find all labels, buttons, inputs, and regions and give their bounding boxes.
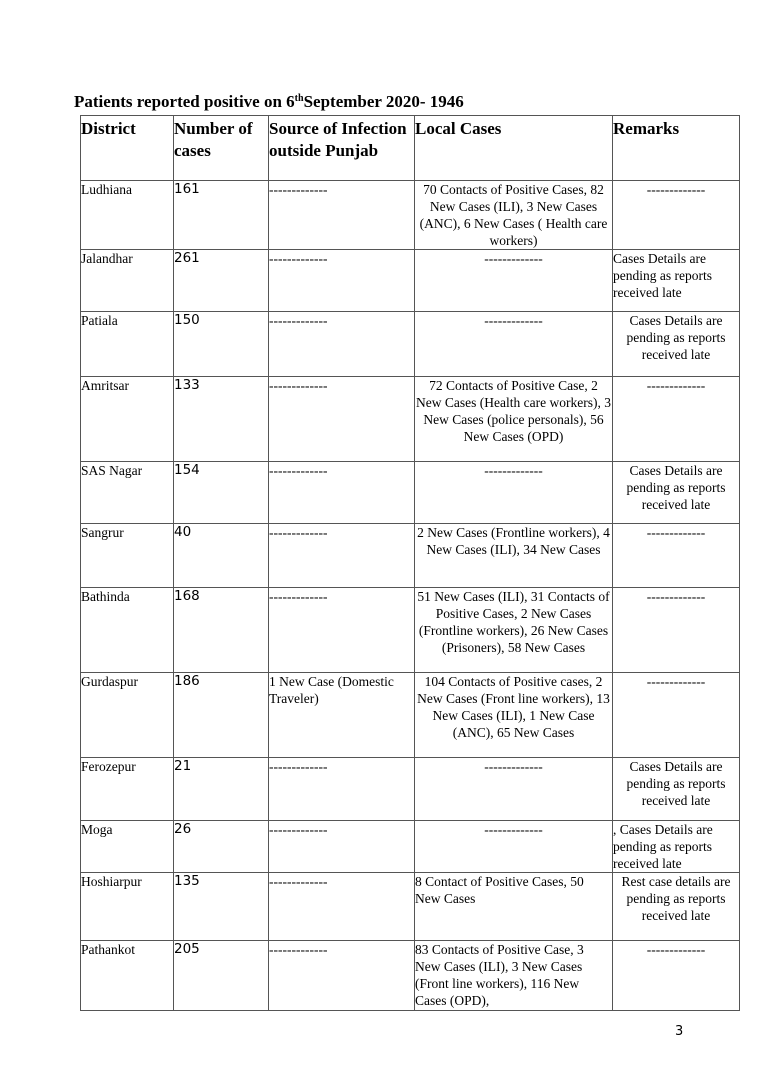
- district-cell: Bathinda: [81, 588, 174, 673]
- table-row: [81, 588, 740, 673]
- source-cell: -------------: [269, 312, 415, 377]
- cases-cell: 21: [174, 758, 269, 821]
- header-number-of-cases: Number of cases: [174, 116, 269, 181]
- district-cell: SAS Nagar: [81, 462, 174, 524]
- cases-cell: 154: [174, 462, 269, 524]
- table-row: [81, 873, 740, 941]
- source-cell: -------------: [269, 377, 415, 462]
- title-prefix: Patients reported positive on 6: [74, 92, 295, 111]
- district-cell: Ludhiana: [81, 181, 174, 250]
- local-cases-cell: -------------: [415, 462, 613, 524]
- table-row: [81, 377, 740, 462]
- table-row: [81, 181, 740, 250]
- remarks-cell: Rest case details are pending as reports received late: [613, 873, 740, 941]
- remarks-cell: -------------: [613, 524, 740, 588]
- district-cell: Hoshiarpur: [81, 873, 174, 941]
- local-cases-cell: 2 New Cases (Frontline workers), 4 New Cases (ILI), 34 New Cases: [415, 524, 613, 588]
- table-row: [81, 250, 740, 312]
- remarks-cell: -------------: [613, 673, 740, 758]
- cases-cell: 205: [174, 941, 269, 1011]
- source-cell: -------------: [269, 181, 415, 250]
- remarks-cell: Cases Details are pending as reports received late: [613, 250, 740, 312]
- district-cell: Gurdaspur: [81, 673, 174, 758]
- local-cases-cell: -------------: [415, 758, 613, 821]
- local-cases-cell: 72 Contacts of Positive Case, 2 New Cases (Health care workers), 3 New Cases (police personals), 56 New Cases (OPD): [415, 377, 613, 462]
- header-remarks: Remarks: [613, 116, 740, 181]
- source-cell: -------------: [269, 524, 415, 588]
- source-cell: -------------: [269, 821, 415, 873]
- local-cases-cell: 104 Contacts of Positive cases, 2 New Cases (Front line workers), 13 New Cases (ILI), 1 New Case (ANC), 65 New Cases: [415, 673, 613, 758]
- header-district: District: [81, 116, 174, 181]
- header-local-cases: Local Cases: [415, 116, 613, 181]
- page-number: 3: [675, 1024, 684, 1039]
- source-cell: -------------: [269, 588, 415, 673]
- remarks-cell: , Cases Details are pending as reports received late: [613, 821, 740, 873]
- cases-cell: 261: [174, 250, 269, 312]
- cases-table: [80, 115, 740, 1011]
- table-row: [81, 821, 740, 873]
- remarks-cell: Cases Details are pending as reports received late: [613, 312, 740, 377]
- page-title: [74, 92, 464, 112]
- cases-cell: 161: [174, 181, 269, 250]
- district-cell: Patiala: [81, 312, 174, 377]
- cases-cell: 40: [174, 524, 269, 588]
- remarks-cell: -------------: [613, 181, 740, 250]
- table-row: [81, 462, 740, 524]
- local-cases-cell: -------------: [415, 312, 613, 377]
- source-cell: -------------: [269, 873, 415, 941]
- cases-cell: 150: [174, 312, 269, 377]
- district-cell: Pathankot: [81, 941, 174, 1011]
- local-cases-cell: -------------: [415, 821, 613, 873]
- cases-cell: 133: [174, 377, 269, 462]
- district-cell: Ferozepur: [81, 758, 174, 821]
- cases-cell: 186: [174, 673, 269, 758]
- district-cell: Jalandhar: [81, 250, 174, 312]
- local-cases-cell: 83 Contacts of Positive Case, 3 New Cases (ILI), 3 New Cases (Front line workers), 116 New Cases (OPD),: [415, 941, 613, 1011]
- district-cell: Sangrur: [81, 524, 174, 588]
- local-cases-cell: 8 Contact of Positive Cases, 50 New Cases: [415, 873, 613, 941]
- table-header-row: [81, 116, 740, 181]
- table-row: [81, 941, 740, 1011]
- source-cell: 1 New Case (Domestic Traveler): [269, 673, 415, 758]
- cases-cell: 168: [174, 588, 269, 673]
- source-cell: -------------: [269, 462, 415, 524]
- source-cell: -------------: [269, 941, 415, 1011]
- title-suffix: September 2020- 1946: [303, 92, 464, 111]
- cases-cell: 135: [174, 873, 269, 941]
- title-superscript: th: [294, 93, 304, 104]
- remarks-cell: Cases Details are pending as reports received late: [613, 758, 740, 821]
- district-cell: Amritsar: [81, 377, 174, 462]
- table-row: [81, 312, 740, 377]
- header-source: Source of Infection outside Punjab: [269, 116, 415, 181]
- table-row: [81, 524, 740, 588]
- local-cases-cell: 51 New Cases (ILI), 31 Contacts of Positive Cases, 2 New Cases (Frontline workers), 26 New Cases (Prisoners), 58 New Cases: [415, 588, 613, 673]
- source-cell: -------------: [269, 758, 415, 821]
- table-row: [81, 758, 740, 821]
- remarks-cell: -------------: [613, 588, 740, 673]
- local-cases-cell: -------------: [415, 250, 613, 312]
- remarks-cell: -------------: [613, 377, 740, 462]
- remarks-cell: -------------: [613, 941, 740, 1011]
- local-cases-cell: 70 Contacts of Positive Cases, 82 New Cases (ILI), 3 New Cases (ANC), 6 New Cases ( Health care workers): [415, 181, 613, 250]
- cases-cell: 26: [174, 821, 269, 873]
- table-row: [81, 673, 740, 758]
- source-cell: -------------: [269, 250, 415, 312]
- remarks-cell: Cases Details are pending as reports received late: [613, 462, 740, 524]
- district-cell: Moga: [81, 821, 174, 873]
